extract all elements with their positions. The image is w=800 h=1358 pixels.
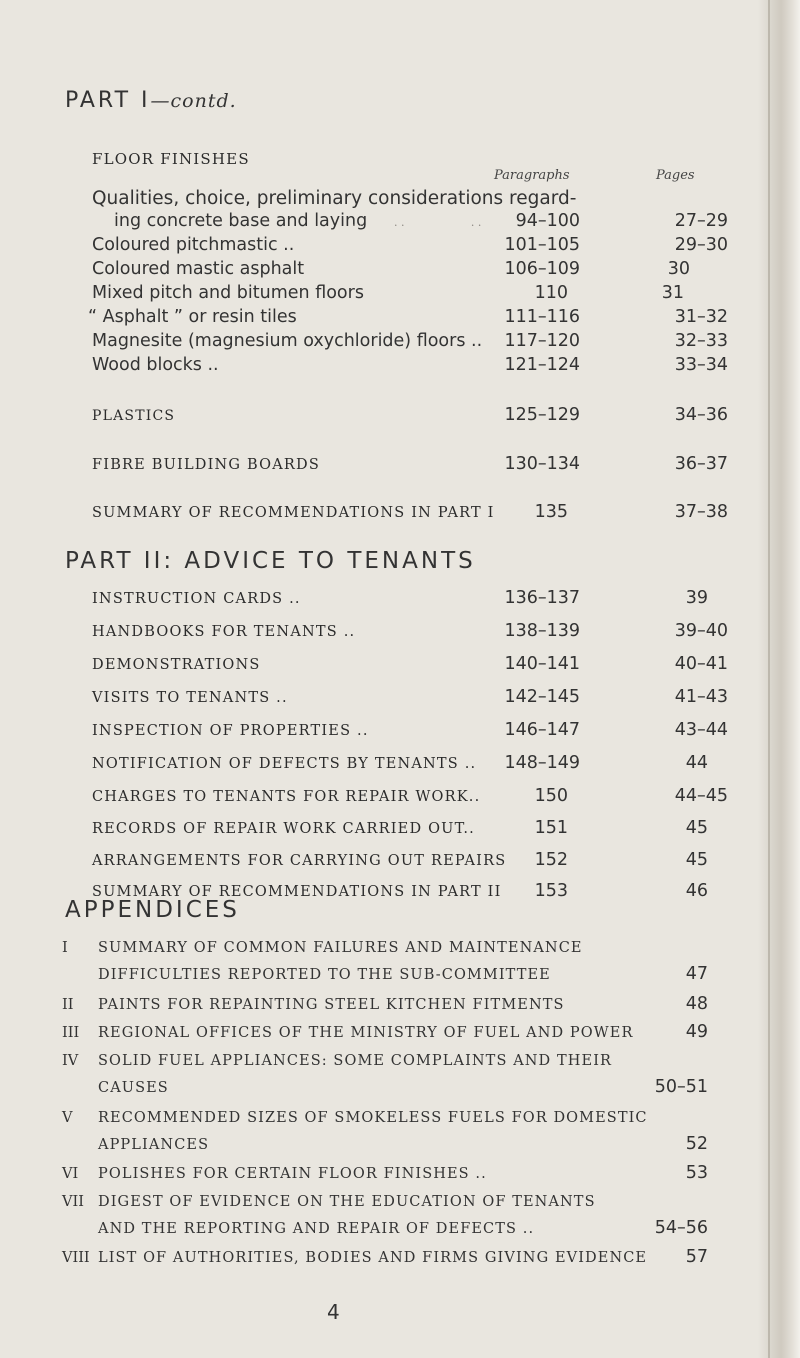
appendix-pages: 57 xyxy=(685,1247,708,1267)
leader-dots: . . . . . . xyxy=(352,216,482,229)
appendix-number: II xyxy=(62,997,74,1013)
appendix-title-line1: REGIONAL OFFICES OF THE MINISTRY OF FUEL AND POWER xyxy=(98,1025,634,1041)
part-two-entry-paragraphs: 152 xyxy=(534,850,568,870)
plastics-paragraphs: 125–129 xyxy=(504,405,580,425)
floor-entry-3-pages: 30 xyxy=(667,259,690,279)
part-two-entry-paragraphs: 138–139 xyxy=(504,621,580,641)
fibre-boards-paragraphs: 130–134 xyxy=(504,454,580,474)
floor-entry-4-pages: 31 xyxy=(661,283,684,303)
floor-entry-3-text: Coloured mastic asphalt xyxy=(92,259,305,279)
part-two-entry-text: SUMMARY OF RECOMMENDATIONS IN PART II xyxy=(92,884,502,900)
appendix-title-line1: SUMMARY OF COMMON FAILURES AND MAINTENANCE xyxy=(98,940,583,956)
part-one-contd: —contd. xyxy=(150,90,237,112)
floor-entry-4-text: Mixed pitch and bitumen floors xyxy=(92,283,364,303)
plastics-heading: PLASTICS xyxy=(92,408,176,424)
part-two-entry-text: INSTRUCTION CARDS .. xyxy=(92,591,301,607)
part-two-entry-pages: 45 xyxy=(685,818,708,838)
part-two-entry-pages: 46 xyxy=(685,881,708,901)
part-two-entry-paragraphs: 151 xyxy=(534,818,568,838)
floor-entry-1-paragraphs: 94–100 xyxy=(515,211,580,231)
appendix-title-line2: AND THE REPORTING AND REPAIR OF DEFECTS .. xyxy=(98,1221,535,1237)
part-two-entry-paragraphs: 150 xyxy=(534,786,568,806)
appendix-number: IV xyxy=(62,1053,79,1069)
part-two-entry-text: DEMONSTRATIONS xyxy=(92,657,261,673)
appendix-title-line1: PAINTS FOR REPAINTING STEEL KITCHEN FITMENTS xyxy=(98,997,565,1013)
part-two-entry-text: NOTIFICATION OF DEFECTS BY TENANTS .. xyxy=(92,756,477,772)
part-two-entry-pages: 40–41 xyxy=(674,654,728,674)
floor-finishes-heading: FLOOR FINISHES xyxy=(92,150,250,168)
part-two-entry-paragraphs: 148–149 xyxy=(504,753,580,773)
appendix-pages: 47 xyxy=(685,964,708,984)
part-two-entry-paragraphs: 142–145 xyxy=(504,687,580,707)
floor-entry-6-text: Magnesite (magnesium oxychloride) floors .. xyxy=(92,331,483,351)
part-two-entry-pages: 39–40 xyxy=(674,621,728,641)
plastics-pages: 34–36 xyxy=(674,405,728,425)
floor-entry-5-pages: 31–32 xyxy=(674,307,728,327)
appendix-pages: 49 xyxy=(685,1022,708,1042)
appendix-title-line1: DIGEST OF EVIDENCE ON THE EDUCATION OF TENANTS xyxy=(98,1194,596,1210)
part-two-entry-pages: 41–43 xyxy=(674,687,728,707)
floor-entry-3-paragraphs: 106–109 xyxy=(504,259,580,279)
part-two-entry-pages: 44–45 xyxy=(674,786,728,806)
floor-entry-6-paragraphs: 117–120 xyxy=(504,331,580,351)
floor-entry-4-paragraphs: 110 xyxy=(534,283,568,303)
page-edge-shadow xyxy=(758,0,800,1358)
summary-part1-paragraphs: 135 xyxy=(534,502,568,522)
part-two-entry-paragraphs: 136–137 xyxy=(504,588,580,608)
part-two-entry-pages: 43–44 xyxy=(674,720,728,740)
floor-entry-6-pages: 32–33 xyxy=(674,331,728,351)
floor-entry-7-pages: 33–34 xyxy=(674,355,728,375)
part-two-entry-text: INSPECTION OF PROPERTIES .. xyxy=(92,723,369,739)
appendix-title-line1: POLISHES FOR CERTAIN FLOOR FINISHES .. xyxy=(98,1166,487,1182)
part-two-entry-text: HANDBOOKS FOR TENANTS .. xyxy=(92,624,356,640)
part-two-entry-pages: 44 xyxy=(685,753,708,773)
appendix-title-line2: APPLIANCES xyxy=(98,1137,210,1153)
appendix-title-line2: DIFFICULTIES REPORTED TO THE SUB-COMMITTEE xyxy=(98,967,551,983)
appendix-pages: 53 xyxy=(685,1163,708,1183)
part-two-entry-paragraphs: 153 xyxy=(534,881,568,901)
part-two-entry-text: CHARGES TO TENANTS FOR REPAIR WORK.. xyxy=(92,789,481,805)
appendices-heading: APPENDICES xyxy=(65,897,240,923)
appendix-number: VIII xyxy=(62,1250,90,1266)
part-two-heading: PART II: ADVICE TO TENANTS xyxy=(65,548,476,574)
part-two-entry-text: ARRANGEMENTS FOR CARRYING OUT REPAIRS xyxy=(92,853,507,869)
summary-part1-pages: 37–38 xyxy=(674,502,728,522)
floor-entry-1-line1: Qualities, choice, preliminary considerations regard- xyxy=(92,188,577,209)
part-two-entry-paragraphs: 146–147 xyxy=(504,720,580,740)
summary-part1-heading: SUMMARY OF RECOMMENDATIONS IN PART I xyxy=(92,505,495,521)
appendix-title-line1: RECOMMENDED SIZES OF SMOKELESS FUELS FOR DOMESTIC xyxy=(98,1110,648,1126)
part-one-label: PART I xyxy=(65,88,151,113)
floor-entry-1-line2: ing concrete base and laying xyxy=(114,211,368,231)
floor-entry-2-text: Coloured pitchmastic .. xyxy=(92,235,295,255)
part-two-entry-pages: 45 xyxy=(685,850,708,870)
appendix-number: V xyxy=(62,1110,73,1126)
appendix-title-line1: LIST OF AUTHORITIES, BODIES AND FIRMS GIVING EVIDENCE xyxy=(98,1250,648,1266)
floor-entry-2-pages: 29–30 xyxy=(674,235,728,255)
appendix-title-line2: CAUSES xyxy=(98,1080,169,1096)
fibre-boards-heading: FIBRE BUILDING BOARDS xyxy=(92,457,320,473)
page-number: 4 xyxy=(327,1300,340,1324)
fibre-boards-pages: 36–37 xyxy=(674,454,728,474)
floor-entry-2-paragraphs: 101–105 xyxy=(504,235,580,255)
part-one-heading xyxy=(65,88,237,113)
part-two-entry-paragraphs: 140–141 xyxy=(504,654,580,674)
floor-entry-1-pages: 27–29 xyxy=(674,211,728,231)
appendix-number: I xyxy=(62,940,68,956)
col-head-pages: Pages xyxy=(656,168,695,183)
part-two-entry-pages: 39 xyxy=(685,588,708,608)
page-edge-line xyxy=(768,0,770,1358)
part-two-entry-text: RECORDS OF REPAIR WORK CARRIED OUT.. xyxy=(92,821,475,837)
floor-entry-5-text: “ Asphalt ” or resin tiles xyxy=(88,307,297,327)
appendix-pages: 52 xyxy=(685,1134,708,1154)
floor-entry-7-paragraphs: 121–124 xyxy=(504,355,580,375)
floor-entry-7-text: Wood blocks .. xyxy=(92,355,219,375)
floor-entry-5-paragraphs: 111–116 xyxy=(504,307,580,327)
appendix-pages: 50–51 xyxy=(654,1077,708,1097)
appendix-number: VI xyxy=(62,1166,79,1182)
part-two-entry-text: VISITS TO TENANTS .. xyxy=(92,690,288,706)
col-head-paragraphs: Paragraphs xyxy=(494,168,570,183)
appendix-number: III xyxy=(62,1025,80,1041)
appendix-pages: 54–56 xyxy=(654,1218,708,1238)
appendix-title-line1: SOLID FUEL APPLIANCES: SOME COMPLAINTS AND THEIR xyxy=(98,1053,613,1069)
appendix-pages: 48 xyxy=(685,994,708,1014)
appendix-number: VII xyxy=(62,1194,84,1210)
